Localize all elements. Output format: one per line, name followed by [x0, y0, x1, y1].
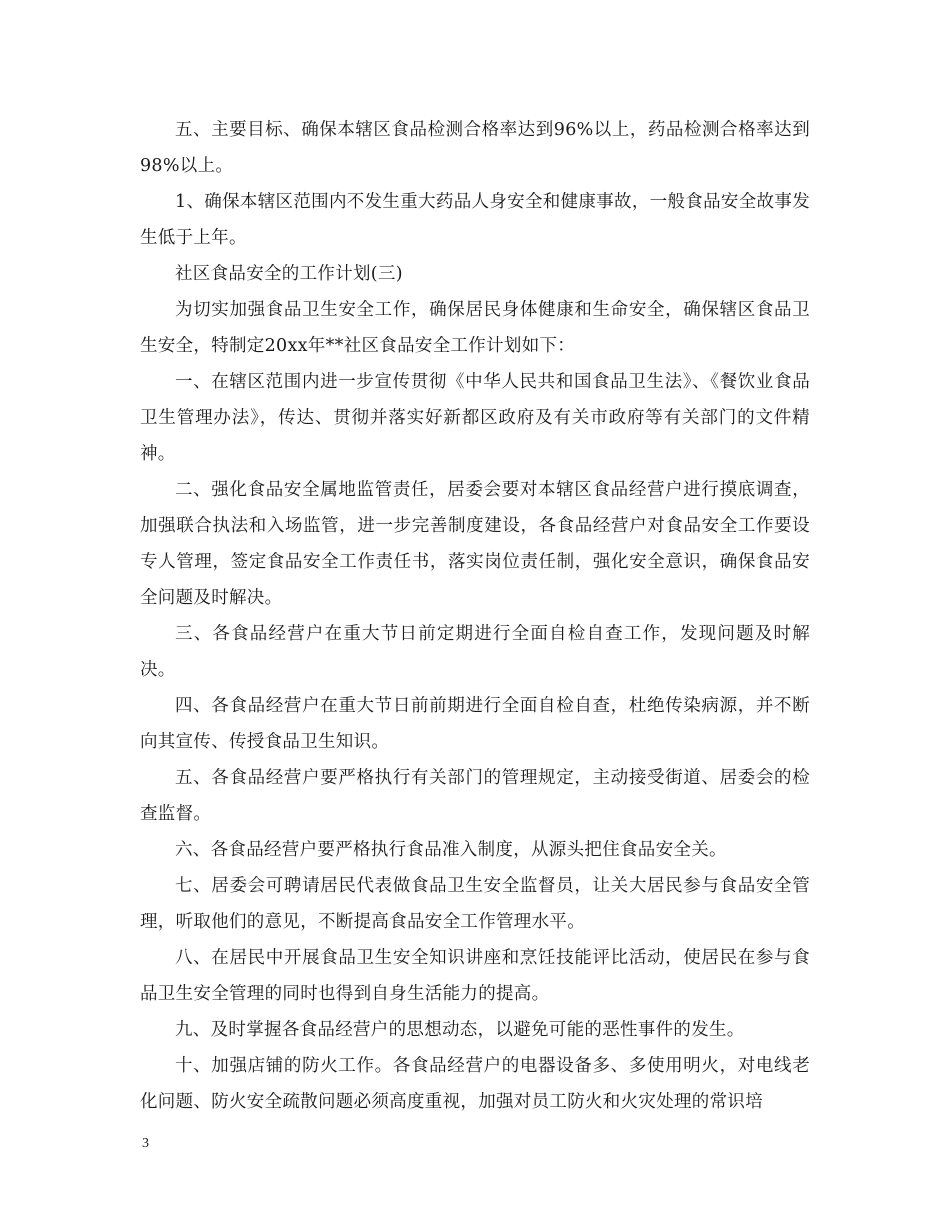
paragraph: 四、各食品经营户在重大节日前前期进行全面自检自查，杜绝传染病源，并不断向其宣传、传授食品卫生知识。: [140, 696, 810, 752]
paragraph: 九、及时掌握各食品经营户的思想动态，以避免可能的恶性事件的发生。: [175, 1020, 745, 1040]
paragraph: 八、在居民中开展食品卫生安全知识讲座和烹饪技能评比活动，使居民在参与食品卫生安全管理的同时也得到自身生活能力的提高。: [140, 948, 810, 1004]
paragraph: 五、主要目标、确保本辖区食品检测合格率达到96%以上，药品检测合格率达到98%以上。: [140, 120, 810, 176]
paragraph: 三、各食品经营户在重大节日前定期进行全面自检自查工作，发现问题及时解决。: [140, 624, 810, 680]
paragraph: 五、各食品经营户要严格执行有关部门的管理规定，主动接受街道、居委会的检查监督。: [140, 768, 810, 824]
paragraph: 一、在辖区范围内进一步宣传贯彻《中华人民共和国食品卫生法》、《餐饮业食品卫生管理办法》，传达、贯彻并落实好新都区政府及有关市政府等有关部门的文件精神。: [140, 372, 810, 464]
paragraph: 为切实加强食品卫生安全工作，确保居民身体健康和生命安全，确保辖区食品卫生安全，特制定20xx年**社区食品安全工作计划如下：: [140, 300, 810, 356]
paragraph: 六、各食品经营户要严格执行食品准入制度，从源头把住食品安全关。: [175, 840, 727, 860]
paragraph: 七、居委会可聘请居民代表做食品卫生安全监督员，让关大居民参与食品安全管理，听取他们的意见，不断提高食品安全工作管理水平。: [140, 876, 810, 932]
paragraph: 1、确保本辖区范围内不发生重大药品人身安全和健康事故，一般食品安全故事发生低于上年。: [140, 192, 810, 248]
paragraph: 二、强化食品安全属地监管责任，居委会要对本辖区食品经营户进行摸底调查，加强联合执法和入场监管，进一步完善制度建设，各食品经营户对食品安全工作要设专人管理，签定食品安全工作责任书，落实岗位责任制，强化安全意识，确保食品安全问题及时解决。: [140, 480, 810, 608]
document-body: [140, 112, 810, 1120]
page-number: 3: [142, 1136, 149, 1151]
paragraph: 十、加强店铺的防火工作。各食品经营户的电器设备多、多使用明火，对电线老化问题、防火安全疏散问题必须高度重视，加强对员工防火和火灾处理的常识培: [140, 1056, 810, 1112]
section-heading: 社区食品安全的工作计划(三): [175, 264, 403, 284]
